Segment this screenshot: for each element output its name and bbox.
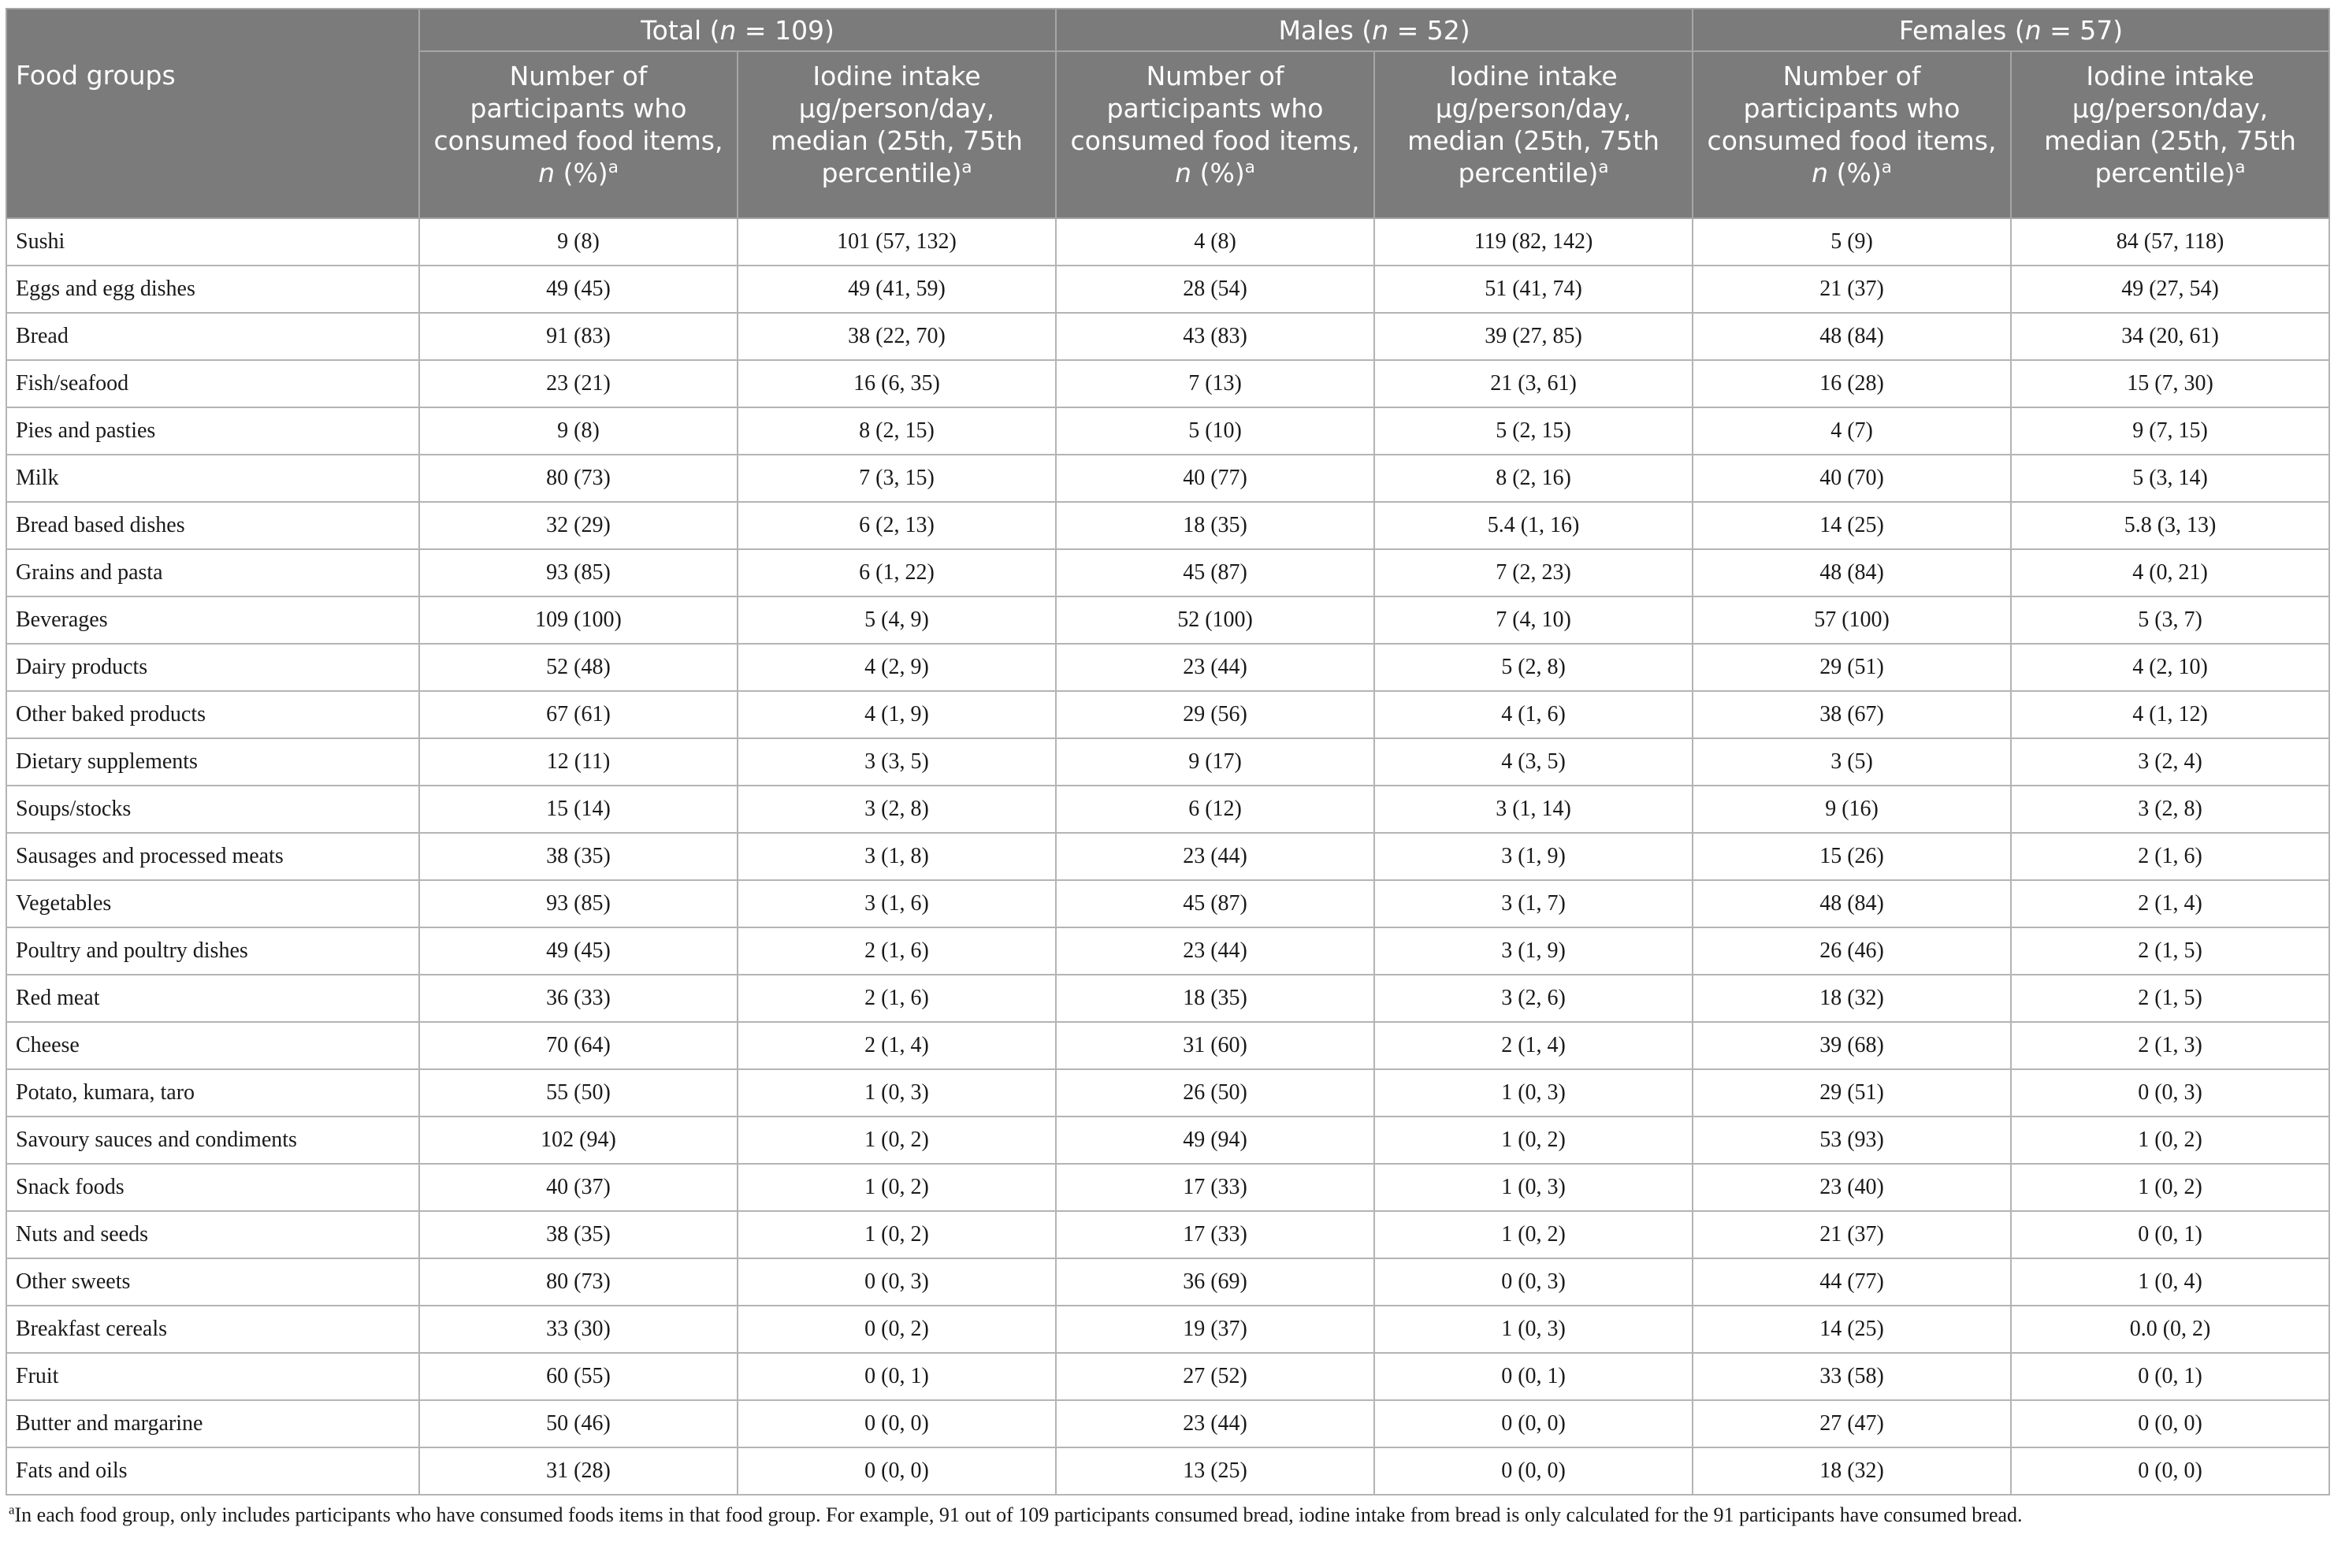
males-intake-cell: 2 (1, 4) xyxy=(1374,1022,1693,1069)
females-intake-cell: 34 (20, 61) xyxy=(2011,313,2329,360)
females-participants-cell: 23 (40) xyxy=(1693,1164,2011,1211)
males-participants-cell: 36 (69) xyxy=(1056,1258,1374,1306)
males-intake-cell: 3 (1, 9) xyxy=(1374,833,1693,880)
food-group-cell: Red meat xyxy=(6,975,419,1022)
table-row xyxy=(6,596,2329,644)
females-intake-cell: 84 (57, 118) xyxy=(2011,218,2329,266)
food-group-cell: Fruit xyxy=(6,1353,419,1400)
total-intake-cell: 1 (0, 2) xyxy=(738,1164,1056,1211)
table-row xyxy=(6,1117,2329,1164)
males-participants-cell: 23 (44) xyxy=(1056,1400,1374,1447)
food-group-cell: Cheese xyxy=(6,1022,419,1069)
food-group-cell: Bread based dishes xyxy=(6,502,419,549)
males-participants-cell: 23 (44) xyxy=(1056,833,1374,880)
males-participants-cell: 45 (87) xyxy=(1056,549,1374,596)
table-row xyxy=(6,975,2329,1022)
table-row xyxy=(6,1022,2329,1069)
table-row xyxy=(6,927,2329,975)
females-participants-cell: 48 (84) xyxy=(1693,313,2011,360)
females-participants-cell: 57 (100) xyxy=(1693,596,2011,644)
total-intake-header: Iodine intake μg/person/day, median (25th, 75th percentile)$^a$ xyxy=(738,51,1056,218)
food-groups-header: Food groups xyxy=(6,51,419,218)
total-participants-cell: 31 (28) xyxy=(419,1447,738,1495)
males-participants-cell: 23 (44) xyxy=(1056,644,1374,691)
total-participants-cell: 36 (33) xyxy=(419,975,738,1022)
males-participants-cell: 27 (52) xyxy=(1056,1353,1374,1400)
females-participants-cell: 14 (25) xyxy=(1693,502,2011,549)
total-participants-cell: 102 (94) xyxy=(419,1117,738,1164)
males-participants-cell: 9 (17) xyxy=(1056,738,1374,786)
total-intake-cell: 4 (2, 9) xyxy=(738,644,1056,691)
total-participants-cell: 40 (37) xyxy=(419,1164,738,1211)
total-intake-cell: 6 (1, 22) xyxy=(738,549,1056,596)
column-header-row xyxy=(6,51,2329,218)
table-row xyxy=(6,360,2329,407)
food-group-cell: Dietary supplements xyxy=(6,738,419,786)
total-participants-cell: 93 (85) xyxy=(419,549,738,596)
females-participants-cell: 27 (47) xyxy=(1693,1400,2011,1447)
table-row xyxy=(6,786,2329,833)
females-intake-cell: 2 (1, 5) xyxy=(2011,975,2329,1022)
males-participants-cell: 43 (83) xyxy=(1056,313,1374,360)
males-intake-cell: 7 (2, 23) xyxy=(1374,549,1693,596)
food-group-cell: Beverages xyxy=(6,596,419,644)
food-group-cell: Other baked products xyxy=(6,691,419,738)
males-intake-cell: 3 (2, 6) xyxy=(1374,975,1693,1022)
total-participants-cell: 49 (45) xyxy=(419,266,738,313)
table-row xyxy=(6,218,2329,266)
table-row xyxy=(6,313,2329,360)
table-row xyxy=(6,880,2329,927)
footnote-marker: a xyxy=(9,1502,15,1518)
males-intake-header: Iodine intake μg/person/day, median (25th, 75th percentile)$^a$ xyxy=(1374,51,1693,218)
table-row xyxy=(6,833,2329,880)
females-intake-cell: 5 (3, 14) xyxy=(2011,455,2329,502)
food-group-cell: Sushi xyxy=(6,218,419,266)
females-participants-cell: 38 (67) xyxy=(1693,691,2011,738)
females-participants-cell: 18 (32) xyxy=(1693,975,2011,1022)
females-intake-cell: 15 (7, 30) xyxy=(2011,360,2329,407)
females-participants-cell: 16 (28) xyxy=(1693,360,2011,407)
females-intake-cell: 3 (2, 8) xyxy=(2011,786,2329,833)
total-participants-cell: 50 (46) xyxy=(419,1400,738,1447)
males-participants-cell: 26 (50) xyxy=(1056,1069,1374,1117)
total-intake-cell: 2 (1, 6) xyxy=(738,927,1056,975)
males-intake-cell: 39 (27, 85) xyxy=(1374,313,1693,360)
males-intake-cell: 1 (0, 3) xyxy=(1374,1069,1693,1117)
group-header-row xyxy=(6,9,2329,51)
females-participants-cell: 9 (16) xyxy=(1693,786,2011,833)
females-intake-cell: 2 (1, 4) xyxy=(2011,880,2329,927)
food-group-cell: Potato, kumara, taro xyxy=(6,1069,419,1117)
males-intake-cell: 0 (0, 3) xyxy=(1374,1258,1693,1306)
total-intake-cell: 3 (1, 6) xyxy=(738,880,1056,927)
males-intake-cell: 1 (0, 3) xyxy=(1374,1306,1693,1353)
total-participants-cell: 91 (83) xyxy=(419,313,738,360)
table-row xyxy=(6,1164,2329,1211)
food-group-cell: Savoury sauces and condiments xyxy=(6,1117,419,1164)
total-intake-cell: 38 (22, 70) xyxy=(738,313,1056,360)
total-intake-cell: 3 (2, 8) xyxy=(738,786,1056,833)
total-intake-cell: 5 (4, 9) xyxy=(738,596,1056,644)
group-header-females: Females (n = 57) xyxy=(1693,9,2329,51)
table-row xyxy=(6,691,2329,738)
group-header-total: Total (n = 109) xyxy=(419,9,1056,51)
total-intake-cell: 0 (0, 2) xyxy=(738,1306,1056,1353)
females-intake-cell: 1 (0, 2) xyxy=(2011,1117,2329,1164)
total-intake-cell: 7 (3, 15) xyxy=(738,455,1056,502)
total-participants-header: Number of participants who consumed food items, n (%)$^a$ xyxy=(419,51,738,218)
females-intake-cell: 49 (27, 54) xyxy=(2011,266,2329,313)
females-participants-cell: 53 (93) xyxy=(1693,1117,2011,1164)
females-participants-cell: 39 (68) xyxy=(1693,1022,2011,1069)
food-group-cell: Milk xyxy=(6,455,419,502)
males-participants-cell: 28 (54) xyxy=(1056,266,1374,313)
food-group-cell: Dairy products xyxy=(6,644,419,691)
males-participants-cell: 40 (77) xyxy=(1056,455,1374,502)
males-intake-cell: 0 (0, 1) xyxy=(1374,1353,1693,1400)
males-intake-cell: 119 (82, 142) xyxy=(1374,218,1693,266)
table-row xyxy=(6,1353,2329,1400)
males-participants-cell: 45 (87) xyxy=(1056,880,1374,927)
females-participants-cell: 14 (25) xyxy=(1693,1306,2011,1353)
total-intake-cell: 0 (0, 0) xyxy=(738,1447,1056,1495)
table-row xyxy=(6,1211,2329,1258)
females-participants-cell: 29 (51) xyxy=(1693,644,2011,691)
total-intake-cell: 16 (6, 35) xyxy=(738,360,1056,407)
females-intake-cell: 0 (0, 0) xyxy=(2011,1400,2329,1447)
food-group-cell: Grains and pasta xyxy=(6,549,419,596)
table-row xyxy=(6,738,2329,786)
females-participants-cell: 21 (37) xyxy=(1693,266,2011,313)
males-intake-cell: 4 (3, 5) xyxy=(1374,738,1693,786)
females-participants-header: Number of participants who consumed food items, n (%)$^a$ xyxy=(1693,51,2011,218)
total-intake-cell: 0 (0, 0) xyxy=(738,1400,1056,1447)
females-intake-cell: 1 (0, 2) xyxy=(2011,1164,2329,1211)
total-participants-cell: 93 (85) xyxy=(419,880,738,927)
header-corner xyxy=(6,9,419,51)
total-intake-cell: 6 (2, 13) xyxy=(738,502,1056,549)
females-participants-cell: 48 (84) xyxy=(1693,880,2011,927)
males-participants-cell: 49 (94) xyxy=(1056,1117,1374,1164)
males-participants-cell: 31 (60) xyxy=(1056,1022,1374,1069)
food-group-cell: Nuts and seeds xyxy=(6,1211,419,1258)
males-intake-cell: 0 (0, 0) xyxy=(1374,1447,1693,1495)
females-intake-cell: 0 (0, 1) xyxy=(2011,1211,2329,1258)
males-participants-cell: 17 (33) xyxy=(1056,1164,1374,1211)
females-participants-cell: 48 (84) xyxy=(1693,549,2011,596)
total-intake-cell: 4 (1, 9) xyxy=(738,691,1056,738)
females-intake-cell: 4 (2, 10) xyxy=(2011,644,2329,691)
males-intake-cell: 1 (0, 2) xyxy=(1374,1117,1693,1164)
females-intake-cell: 2 (1, 5) xyxy=(2011,927,2329,975)
table-row xyxy=(6,1258,2329,1306)
table-row xyxy=(6,644,2329,691)
total-intake-cell: 3 (3, 5) xyxy=(738,738,1056,786)
total-intake-cell: 1 (0, 2) xyxy=(738,1211,1056,1258)
food-group-cell: Pies and pasties xyxy=(6,407,419,455)
total-intake-cell: 2 (1, 4) xyxy=(738,1022,1056,1069)
total-intake-cell: 1 (0, 3) xyxy=(738,1069,1056,1117)
females-participants-cell: 33 (58) xyxy=(1693,1353,2011,1400)
total-participants-cell: 52 (48) xyxy=(419,644,738,691)
total-participants-cell: 38 (35) xyxy=(419,833,738,880)
total-participants-cell: 80 (73) xyxy=(419,1258,738,1306)
total-participants-cell: 38 (35) xyxy=(419,1211,738,1258)
table-row xyxy=(6,407,2329,455)
food-group-cell: Other sweets xyxy=(6,1258,419,1306)
females-intake-cell: 5.8 (3, 13) xyxy=(2011,502,2329,549)
males-intake-cell: 5 (2, 8) xyxy=(1374,644,1693,691)
males-intake-cell: 3 (1, 9) xyxy=(1374,927,1693,975)
males-intake-cell: 21 (3, 61) xyxy=(1374,360,1693,407)
males-intake-cell: 7 (4, 10) xyxy=(1374,596,1693,644)
females-intake-cell: 4 (1, 12) xyxy=(2011,691,2329,738)
males-intake-cell: 51 (41, 74) xyxy=(1374,266,1693,313)
table-row xyxy=(6,266,2329,313)
footnote xyxy=(6,1503,2328,1527)
table-row xyxy=(6,455,2329,502)
table-row xyxy=(6,549,2329,596)
females-participants-cell: 26 (46) xyxy=(1693,927,2011,975)
males-participants-cell: 19 (37) xyxy=(1056,1306,1374,1353)
females-participants-cell: 44 (77) xyxy=(1693,1258,2011,1306)
males-participants-cell: 17 (33) xyxy=(1056,1211,1374,1258)
males-intake-cell: 0 (0, 0) xyxy=(1374,1400,1693,1447)
males-participants-cell: 18 (35) xyxy=(1056,502,1374,549)
food-group-cell: Sausages and processed meats xyxy=(6,833,419,880)
females-intake-cell: 1 (0, 4) xyxy=(2011,1258,2329,1306)
females-intake-cell: 9 (7, 15) xyxy=(2011,407,2329,455)
total-participants-cell: 80 (73) xyxy=(419,455,738,502)
total-intake-cell: 0 (0, 3) xyxy=(738,1258,1056,1306)
males-participants-cell: 13 (25) xyxy=(1056,1447,1374,1495)
females-intake-cell: 0.0 (0, 2) xyxy=(2011,1306,2329,1353)
females-intake-cell: 3 (2, 4) xyxy=(2011,738,2329,786)
total-participants-cell: 60 (55) xyxy=(419,1353,738,1400)
table-body xyxy=(6,218,2329,1495)
iodine-intake-table xyxy=(6,8,2330,1496)
males-participants-cell: 52 (100) xyxy=(1056,596,1374,644)
males-participants-cell: 29 (56) xyxy=(1056,691,1374,738)
total-participants-cell: 12 (11) xyxy=(419,738,738,786)
food-group-cell: Breakfast cereals xyxy=(6,1306,419,1353)
females-intake-cell: 0 (0, 0) xyxy=(2011,1447,2329,1495)
food-group-cell: Butter and margarine xyxy=(6,1400,419,1447)
males-intake-cell: 3 (1, 14) xyxy=(1374,786,1693,833)
females-participants-cell: 40 (70) xyxy=(1693,455,2011,502)
table-row xyxy=(6,1400,2329,1447)
females-participants-cell: 4 (7) xyxy=(1693,407,2011,455)
food-group-cell: Vegetables xyxy=(6,880,419,927)
total-participants-cell: 9 (8) xyxy=(419,218,738,266)
males-intake-cell: 1 (0, 3) xyxy=(1374,1164,1693,1211)
females-intake-cell: 2 (1, 6) xyxy=(2011,833,2329,880)
table-row xyxy=(6,502,2329,549)
females-participants-cell: 21 (37) xyxy=(1693,1211,2011,1258)
females-intake-header: Iodine intake μg/person/day, median (25th, 75th percentile)$^a$ xyxy=(2011,51,2329,218)
males-participants-cell: 6 (12) xyxy=(1056,786,1374,833)
males-intake-cell: 8 (2, 16) xyxy=(1374,455,1693,502)
table-row xyxy=(6,1069,2329,1117)
total-intake-cell: 49 (41, 59) xyxy=(738,266,1056,313)
total-participants-cell: 109 (100) xyxy=(419,596,738,644)
total-participants-cell: 70 (64) xyxy=(419,1022,738,1069)
group-header-males: Males (n = 52) xyxy=(1056,9,1693,51)
total-participants-cell: 9 (8) xyxy=(419,407,738,455)
females-intake-cell: 4 (0, 21) xyxy=(2011,549,2329,596)
males-participants-cell: 4 (8) xyxy=(1056,218,1374,266)
table-row xyxy=(6,1306,2329,1353)
food-group-cell: Bread xyxy=(6,313,419,360)
total-intake-cell: 2 (1, 6) xyxy=(738,975,1056,1022)
males-intake-cell: 5 (2, 15) xyxy=(1374,407,1693,455)
footnote-text: In each food group, only includes participants who have consumed foods items in that food group. For example, 91 out of 109 participants consumed bread, iodine intake from bread is only calculated for the 91 participants have consumed bread. xyxy=(14,1503,2023,1526)
food-group-cell: Eggs and egg dishes xyxy=(6,266,419,313)
males-intake-cell: 1 (0, 2) xyxy=(1374,1211,1693,1258)
food-group-cell: Soups/stocks xyxy=(6,786,419,833)
total-participants-cell: 55 (50) xyxy=(419,1069,738,1117)
females-participants-cell: 5 (9) xyxy=(1693,218,2011,266)
total-intake-cell: 8 (2, 15) xyxy=(738,407,1056,455)
females-intake-cell: 5 (3, 7) xyxy=(2011,596,2329,644)
total-participants-cell: 49 (45) xyxy=(419,927,738,975)
females-intake-cell: 0 (0, 1) xyxy=(2011,1353,2329,1400)
females-participants-cell: 3 (5) xyxy=(1693,738,2011,786)
total-participants-cell: 32 (29) xyxy=(419,502,738,549)
males-participants-cell: 7 (13) xyxy=(1056,360,1374,407)
males-intake-cell: 3 (1, 7) xyxy=(1374,880,1693,927)
total-intake-cell: 101 (57, 132) xyxy=(738,218,1056,266)
males-intake-cell: 5.4 (1, 16) xyxy=(1374,502,1693,549)
males-participants-cell: 5 (10) xyxy=(1056,407,1374,455)
table-page xyxy=(6,8,2328,1527)
males-participants-cell: 23 (44) xyxy=(1056,927,1374,975)
total-intake-cell: 0 (0, 1) xyxy=(738,1353,1056,1400)
food-group-cell: Snack foods xyxy=(6,1164,419,1211)
females-participants-cell: 29 (51) xyxy=(1693,1069,2011,1117)
females-participants-cell: 18 (32) xyxy=(1693,1447,2011,1495)
females-intake-cell: 0 (0, 3) xyxy=(2011,1069,2329,1117)
food-group-cell: Poultry and poultry dishes xyxy=(6,927,419,975)
females-participants-cell: 15 (26) xyxy=(1693,833,2011,880)
total-intake-cell: 3 (1, 8) xyxy=(738,833,1056,880)
table-row xyxy=(6,1447,2329,1495)
males-participants-header: Number of participants who consumed food items, n (%)$^a$ xyxy=(1056,51,1374,218)
total-participants-cell: 67 (61) xyxy=(419,691,738,738)
total-participants-cell: 15 (14) xyxy=(419,786,738,833)
males-participants-cell: 18 (35) xyxy=(1056,975,1374,1022)
males-intake-cell: 4 (1, 6) xyxy=(1374,691,1693,738)
total-participants-cell: 33 (30) xyxy=(419,1306,738,1353)
food-group-cell: Fish/seafood xyxy=(6,360,419,407)
food-group-cell: Fats and oils xyxy=(6,1447,419,1495)
females-intake-cell: 2 (1, 3) xyxy=(2011,1022,2329,1069)
total-intake-cell: 1 (0, 2) xyxy=(738,1117,1056,1164)
total-participants-cell: 23 (21) xyxy=(419,360,738,407)
